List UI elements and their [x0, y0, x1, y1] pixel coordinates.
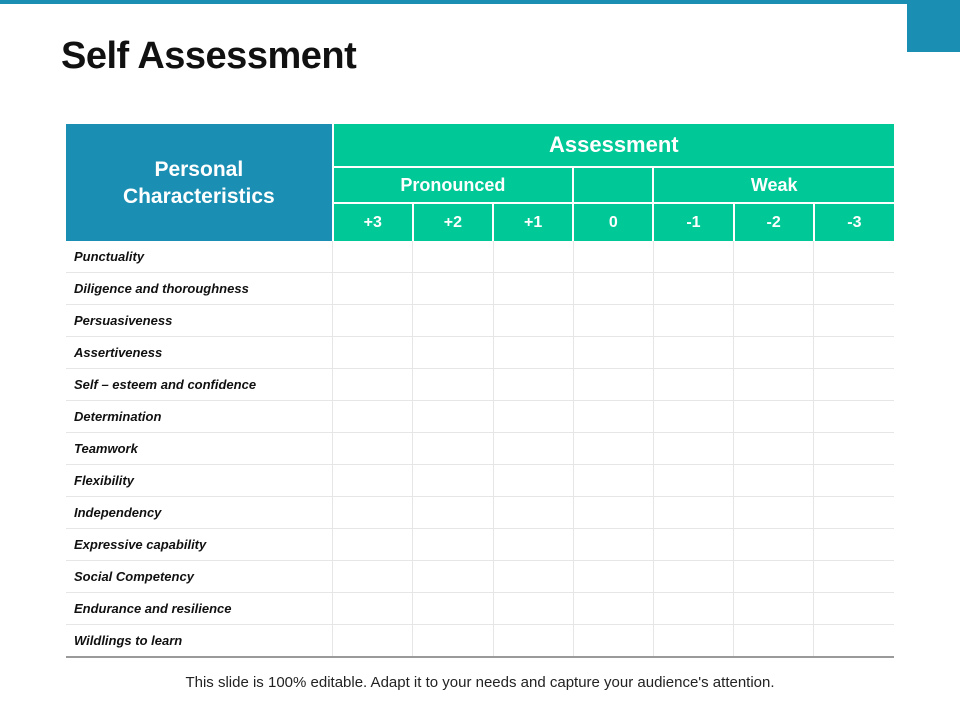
table-row [66, 273, 894, 305]
rating-cell[interactable] [493, 593, 573, 625]
rating-cell[interactable] [493, 305, 573, 337]
rating-cell[interactable] [734, 305, 814, 337]
rating-cell[interactable] [413, 305, 493, 337]
rating-cell[interactable] [814, 465, 894, 497]
rating-cell[interactable] [413, 337, 493, 369]
rating-cell[interactable] [814, 241, 894, 273]
rating-cell[interactable] [333, 561, 413, 593]
rating-cell[interactable] [653, 561, 733, 593]
rating-cell[interactable] [814, 625, 894, 658]
table-row [66, 337, 894, 369]
personal-header-line1: Personal [154, 157, 244, 181]
rating-cell[interactable] [814, 305, 894, 337]
pronounced-header: Pronounced [333, 167, 574, 203]
rating-cell[interactable] [734, 337, 814, 369]
rating-cell[interactable] [814, 561, 894, 593]
score-header: 0 [573, 203, 653, 241]
rating-cell[interactable] [413, 369, 493, 401]
assessment-header: Assessment [333, 124, 894, 167]
table-row [66, 465, 894, 497]
rating-cell[interactable] [734, 561, 814, 593]
rating-cell[interactable] [734, 625, 814, 658]
trait-label: Independency [66, 497, 333, 529]
table-row [66, 625, 894, 658]
rating-cell[interactable] [413, 529, 493, 561]
rating-cell[interactable] [493, 465, 573, 497]
score-header: -2 [734, 203, 814, 241]
rating-cell[interactable] [413, 401, 493, 433]
table-row [66, 369, 894, 401]
score-header: +1 [493, 203, 573, 241]
personal-characteristics-header [66, 124, 333, 241]
rating-cell[interactable] [653, 241, 733, 273]
rating-cell[interactable] [573, 593, 653, 625]
rating-cell[interactable] [653, 625, 733, 658]
rating-cell[interactable] [333, 433, 413, 465]
rating-cell[interactable] [413, 241, 493, 273]
rating-cell[interactable] [333, 497, 413, 529]
rating-cell[interactable] [493, 401, 573, 433]
top-accent-bar [0, 0, 960, 4]
table-row [66, 497, 894, 529]
trait-label: Expressive capability [66, 529, 333, 561]
rating-cell[interactable] [333, 529, 413, 561]
rating-cell[interactable] [493, 497, 573, 529]
rating-cell[interactable] [413, 625, 493, 658]
rating-cell[interactable] [653, 529, 733, 561]
rating-cell[interactable] [333, 593, 413, 625]
rating-cell[interactable] [333, 273, 413, 305]
table-row [66, 433, 894, 465]
trait-label: Teamwork [66, 433, 333, 465]
table-row [66, 241, 894, 273]
rating-cell[interactable] [493, 369, 573, 401]
trait-label: Endurance and resilience [66, 593, 333, 625]
rating-cell[interactable] [413, 561, 493, 593]
rating-cell[interactable] [493, 337, 573, 369]
rating-cell[interactable] [653, 433, 733, 465]
rating-cell[interactable] [333, 369, 413, 401]
rating-cell[interactable] [734, 529, 814, 561]
rating-cell[interactable] [814, 369, 894, 401]
rating-cell[interactable] [493, 433, 573, 465]
rating-cell[interactable] [653, 369, 733, 401]
rating-cell[interactable] [814, 433, 894, 465]
rating-cell[interactable] [333, 401, 413, 433]
rating-cell[interactable] [573, 497, 653, 529]
rating-cell[interactable] [573, 241, 653, 273]
rating-cell[interactable] [333, 465, 413, 497]
rating-cell[interactable] [573, 337, 653, 369]
rating-cell[interactable] [653, 593, 733, 625]
rating-cell[interactable] [734, 273, 814, 305]
table-row [66, 305, 894, 337]
rating-cell[interactable] [653, 497, 733, 529]
rating-cell[interactable] [814, 497, 894, 529]
trait-rows [66, 241, 894, 657]
trait-label: Punctuality [66, 241, 333, 273]
weak-header: Weak [653, 167, 894, 203]
rating-cell[interactable] [653, 337, 733, 369]
trait-label: Determination [66, 401, 333, 433]
footer-note: This slide is 100% editable. Adapt it to your needs and capture your audience's attention. [185, 674, 775, 691]
rating-cell[interactable] [814, 529, 894, 561]
trait-label: Self – esteem and confidence [66, 369, 333, 401]
rating-cell[interactable] [734, 241, 814, 273]
personal-header-line2: Characteristics [122, 184, 275, 208]
rating-cell[interactable] [413, 593, 493, 625]
rating-cell[interactable] [573, 401, 653, 433]
trait-label: Diligence and thoroughness [66, 273, 333, 305]
rating-cell[interactable] [814, 401, 894, 433]
rating-cell[interactable] [573, 433, 653, 465]
rating-cell[interactable] [573, 273, 653, 305]
rating-cell[interactable] [653, 305, 733, 337]
rating-cell[interactable] [653, 273, 733, 305]
trait-label: Social Competency [66, 561, 333, 593]
trait-label: Assertiveness [66, 337, 333, 369]
slide-title: Self Assessment [61, 35, 357, 77]
rating-cell[interactable] [413, 497, 493, 529]
rating-cell[interactable] [493, 241, 573, 273]
rating-cell[interactable] [493, 625, 573, 658]
table-row [66, 529, 894, 561]
rating-cell[interactable] [734, 465, 814, 497]
rating-cell[interactable] [333, 241, 413, 273]
rating-cell[interactable] [734, 593, 814, 625]
rating-cell[interactable] [573, 305, 653, 337]
rating-cell[interactable] [413, 465, 493, 497]
self-assessment-table [66, 124, 894, 658]
rating-cell[interactable] [493, 561, 573, 593]
rating-cell[interactable] [734, 369, 814, 401]
rating-cell[interactable] [653, 401, 733, 433]
neutral-header [573, 167, 653, 203]
rating-cell[interactable] [333, 625, 413, 658]
rating-cell[interactable] [493, 529, 573, 561]
trait-label: Persuasiveness [66, 305, 333, 337]
table-row [66, 561, 894, 593]
rating-cell[interactable] [333, 305, 413, 337]
table-row [66, 593, 894, 625]
score-header: +3 [333, 203, 413, 241]
rating-cell[interactable] [734, 497, 814, 529]
rating-cell[interactable] [814, 337, 894, 369]
rating-cell[interactable] [493, 273, 573, 305]
table-row [66, 401, 894, 433]
rating-cell[interactable] [573, 561, 653, 593]
rating-cell[interactable] [573, 529, 653, 561]
corner-accent-block [907, 0, 960, 52]
rating-cell[interactable] [814, 273, 894, 305]
score-header: -1 [653, 203, 733, 241]
rating-cell[interactable] [413, 433, 493, 465]
score-header: -3 [814, 203, 894, 241]
rating-cell[interactable] [814, 593, 894, 625]
rating-cell[interactable] [653, 465, 733, 497]
rating-cell[interactable] [413, 273, 493, 305]
rating-cell[interactable] [734, 401, 814, 433]
trait-label: Wildlings to learn [66, 625, 333, 658]
rating-cell[interactable] [573, 625, 653, 658]
trait-label: Flexibility [66, 465, 333, 497]
rating-cell[interactable] [333, 337, 413, 369]
rating-cell[interactable] [573, 465, 653, 497]
rating-cell[interactable] [573, 369, 653, 401]
rating-cell[interactable] [734, 433, 814, 465]
score-header: +2 [413, 203, 493, 241]
